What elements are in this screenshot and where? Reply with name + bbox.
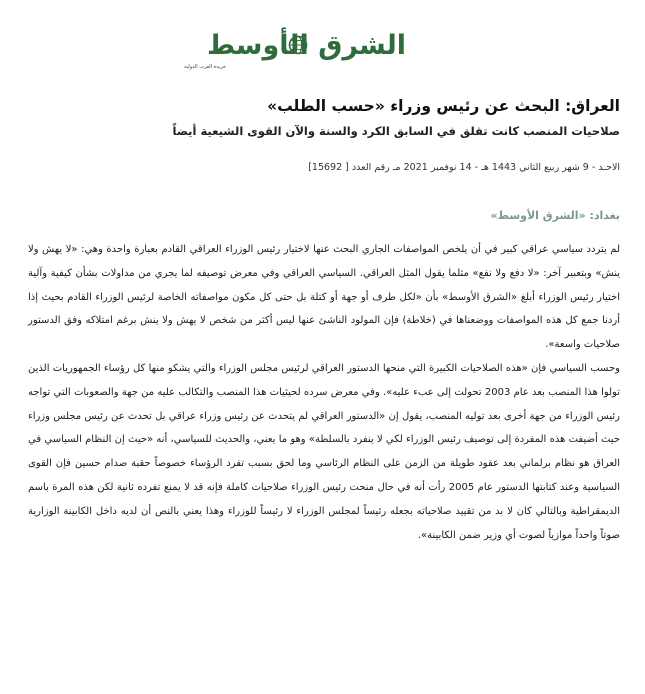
article-headline: العراق: البحث عن رئيس وزراء «حسب الطلب» — [267, 97, 620, 115]
globe-emblem-icon — [288, 35, 308, 55]
article-byline: بغداد: «الشرق الأوسط» — [490, 209, 620, 222]
article-dateline: الاحـد - 9 شهر ربيع الثاني 1443 هـ - 14 نوفمبر 2021 مـ رقم العدد [ 15692] — [308, 162, 620, 173]
article-body — [28, 238, 620, 547]
newspaper-logo[interactable] — [178, 28, 406, 72]
logo-subtitle: جريدة العرب الدولية — [184, 64, 227, 70]
logo-wordmark: الشرق الأوسط — [207, 30, 406, 61]
article-paragraph: وحسب السياسي فإن «هذه الصلاحيات الكبيرة التي منحها الدستور العراقي لرئيس مجلس الوزراء والتي يشكو منها كل رؤساء الجمهوريات الذين تولوا هذا المنصب بعد عام 2003 تحولت إلى عبء عليه». وفي معرض سرده لحيثيات هذا المنصب والتكالب عليه من جهة والصعوبات التي تواجه رئيس الوزراء من جهة أخرى بعد توليه المنصب، يقول إن «الدستور العراقي لم يتحدث عن رئيس وزراء عراقي بل تحدث عن رئيس مجلس وزراء حيث أضيفت هذه المفردة إلى توصيف رئيس الوزراء لكي لا ينفرد بالسلطة» وهو ما يعني، والحديث للسياسي، أنه «حيث إن النظام السياسي في العراق هو نظام برلماني بعد عقود طويلة من الزمن على النظام الرئاسي وما لحق بسبب تفرد الرؤساء خصوصاً حقبة صدام حسين فإن القوى السياسية وعند كتابتها الدستور عام 2005 رأت أنه في حال منحت رئيس الوزراء صلاحيات كاملة فإنه قد لا يمنع تفرده ثانية لكن هذه المرة باسم الديمقراطية وبالتالي كان لا بد من تقييد صلاحياته بجعله رئيساً لمجلس الوزراء لا رئيساً للوزراء وهذا يعني بالنص أن لديه داخل الكابينة الوزارية صوتاً واحداً موازياً لصوت أي وزير ضمن الكابينة». — [28, 362, 621, 541]
article-subheadline: صلاحيات المنصب كانت تقلق في السابق الكرد والسنة والآن القوى الشيعية أيضاً — [172, 124, 620, 138]
article-paragraph: لم يتردد سياسي عراقي كبير في أن يلخص المواصفات الجاري البحث عنها لاختيار رئيس الوزراء العراقي القادم بعبارة واحدة وهي: «لا يهش ولا ينش» وبتعبير آخر: «لا دفع ولا نفع» مثلما يقول المثل العراقي. السياسي العراقي وفي معرض توصيفه لما يجري من مداولات بشأن كيفية وآلية اختيار رئيس الوزراء أبلغ «الشرق الأوسط» بأن «لكل طرف أو جهة أو كتلة بل حتى كل مكون مواصفاته الخاصة لرئيس الوزراء القادم بحيث إذا أردنا جمع كل هذه المواصفات ووضعناها في (خلاطة) فإن المولود الناشئ عنها ليس أكثر من شخص لا يهش ولا ينش برغم امتلاكه وفق الدستور صلاحيات واسعة». — [28, 244, 620, 351]
